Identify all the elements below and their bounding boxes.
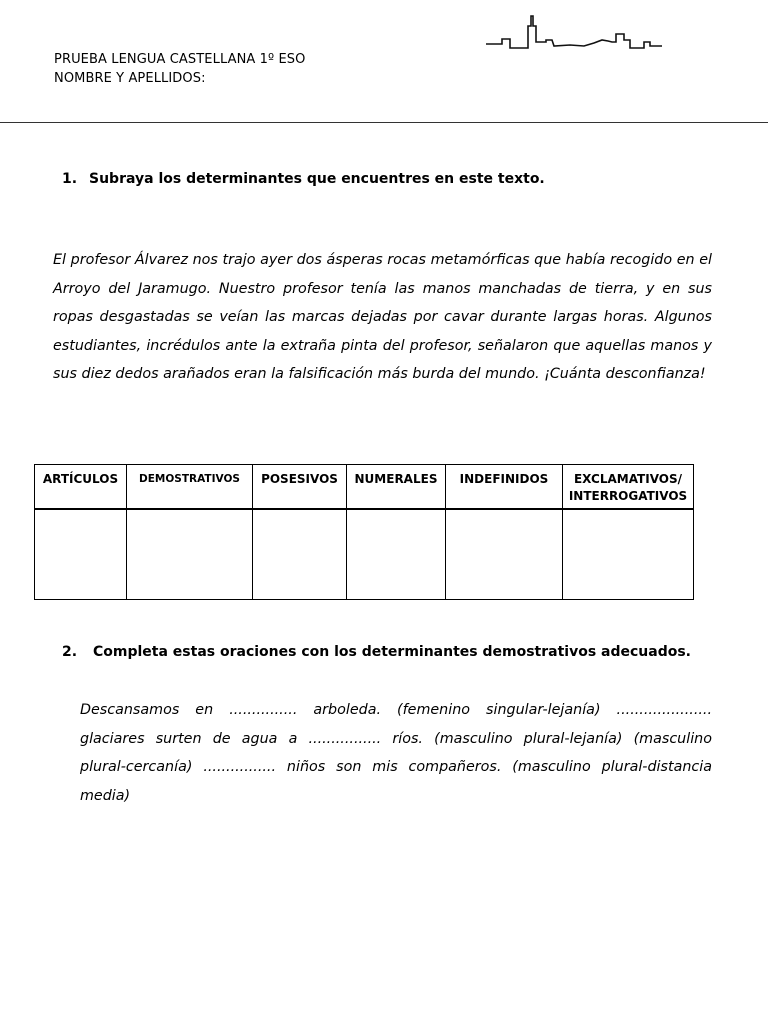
header-posesivos: POSESIVOS [253, 465, 347, 509]
exam-header [54, 50, 305, 88]
answer-cell-demostrativos[interactable] [127, 509, 253, 600]
question-2-title [62, 642, 691, 662]
answer-cell-numerales[interactable] [347, 509, 446, 600]
question-1-text: El profesor Álvarez nos trajo ayer dos ásperas rocas metamórficas que había recogido en el Arroyo del Jaramugo. Nuestro profesor tenía las manos manchadas de tierra, y en sus ropas desgastadas se veían las marcas dejadas por cavar durante largas horas. Algunos estudiantes, incrédulos ante la extraña pinta del profesor, señalaron que aquellas manos y sus diez dedos arañados eran la falsificación más burda del mundo. ¡Cuánta desconfianza! [53, 252, 712, 382]
question-2-number: 2. [62, 644, 78, 660]
answer-cell-articulos[interactable] [35, 509, 127, 600]
question-2-instruction: Completa estas oraciones con los determinantes demostrativos adecuados. [93, 644, 692, 660]
header-indefinidos: INDEFINIDOS [446, 465, 563, 509]
city-skyline-icon [484, 12, 664, 54]
question-2-text: Descansamos en ............... arboleda. (femenino singular-lejanía) ..................... glaciares surten de agua a ................ ríos. (masculino plural-lejanía) (masculino plural-cercanía) ................ niños son mis compañeros. (masculino plural-distancia media) [80, 702, 712, 804]
question-1-number: 1. [62, 171, 78, 187]
exam-title: PRUEBA LENGUA CASTELLANA 1º ESO [54, 52, 306, 67]
table-row [35, 509, 694, 600]
table-header-row [35, 465, 694, 509]
answer-cell-exclamativos[interactable] [563, 509, 694, 600]
header-articulos: ARTÍCULOS [35, 465, 127, 509]
header-demostrativos: DEMOSTRATIVOS [127, 465, 253, 509]
question-1-title [62, 169, 545, 189]
header-numerales: NUMERALES [347, 465, 446, 509]
question-1-instruction: Subraya los determinantes que encuentres en este texto. [89, 171, 545, 187]
header-divider [0, 122, 768, 123]
determiners-table [34, 464, 694, 600]
header-exclamativos: EXCLAMATIVOS/ INTERROGATIVOS [563, 465, 694, 509]
student-name-label: NOMBRE Y APELLIDOS: [54, 71, 206, 86]
answer-cell-indefinidos[interactable] [446, 509, 563, 600]
answer-cell-posesivos[interactable] [253, 509, 347, 600]
